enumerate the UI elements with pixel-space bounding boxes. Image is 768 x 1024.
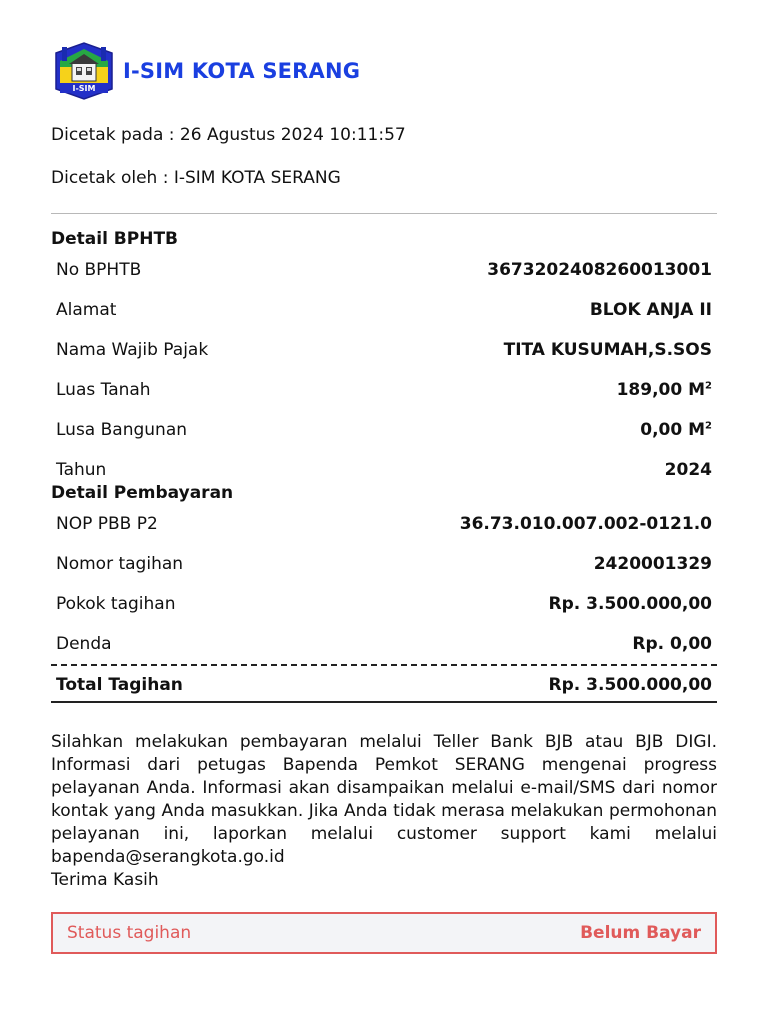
row-label: Denda: [56, 634, 112, 654]
row-value: Rp. 0,00: [632, 634, 712, 654]
total-underline: [51, 701, 717, 703]
row-label: Nomor tagihan: [56, 554, 184, 574]
row-no-bphtb: [51, 250, 717, 280]
printed-by: Dicetak oleh : I-SIM KOTA SERANG: [51, 168, 341, 188]
receipt-page: [51, 38, 717, 954]
status-label: Status tagihan: [67, 923, 192, 943]
row-label: No BPHTB: [56, 260, 142, 280]
row-luas-tanah: [51, 360, 717, 400]
value-text: 189,00 M: [616, 380, 706, 400]
row-value: 2024: [664, 460, 712, 480]
unit-superscript: 2: [705, 380, 712, 392]
payment-notice: [51, 731, 717, 892]
app-title: I-SIM KOTA SERANG: [123, 59, 361, 83]
row-value: [617, 380, 712, 400]
total-label: Total Tagihan: [56, 675, 183, 695]
row-label: Tahun: [56, 460, 107, 480]
section-title-bphtb: Detail BPHTB: [51, 229, 179, 249]
row-label: Pokok tagihan: [56, 594, 176, 614]
dashed-divider: [51, 664, 717, 666]
printed-at: Dicetak pada : 26 Agustus 2024 10:11:57: [51, 125, 406, 145]
header: [51, 38, 717, 104]
row-label: Nama Wajib Pajak: [56, 340, 209, 360]
row-value: Rp. 3.500.000,00: [548, 594, 712, 614]
row-label: Luas Tanah: [56, 380, 151, 400]
row-value: BLOK ANJA II: [589, 300, 712, 320]
total-row: [51, 674, 717, 696]
section-title-payment: Detail Pembayaran: [51, 483, 234, 503]
row-nop-pbb: [51, 504, 717, 534]
logo-text: I-SIM: [72, 84, 96, 93]
status-badge: Belum Bayar: [580, 923, 701, 943]
row-nomor-tagihan: [51, 534, 717, 574]
row-value: 2420001329: [593, 554, 712, 574]
row-nama-wajib-pajak: [51, 320, 717, 360]
notice-text: Silahkan melakukan pembayaran melalui Teller Bank BJB atau BJB DIGI. Informasi dari petugas Bapenda Pemkot SERANG mengenai progress pelayanan Anda. Informasi akan disampaikan melalui e-mail/SMS dari nomor kontak yang Anda masukkan. Jika Anda tidak merasa melakukan permohonan pelayanan ini, laporkan melalui customer support kami melalui bapenda@serangkota.go.id: [51, 732, 717, 867]
status-box: [51, 912, 717, 954]
bphtb-rows: [51, 250, 717, 480]
row-value: 36.73.010.007.002-0121.0: [459, 514, 712, 534]
total-value: Rp. 3.500.000,00: [548, 675, 712, 695]
row-alamat: [51, 280, 717, 320]
i-sim-logo: [52, 39, 116, 103]
row-value: [640, 420, 712, 440]
unit-superscript: 2: [705, 420, 712, 432]
payment-rows: [51, 504, 717, 654]
row-tahun: [51, 440, 717, 480]
divider: [51, 213, 717, 214]
row-value: TITA KUSUMAH,S.SOS: [503, 340, 712, 360]
row-label: Lusa Bangunan: [56, 420, 188, 440]
row-luas-bangunan: [51, 400, 717, 440]
row-pokok-tagihan: [51, 574, 717, 614]
row-denda: [51, 614, 717, 654]
row-label: Alamat: [56, 300, 117, 320]
notice-thanks: Terima Kasih: [51, 870, 159, 890]
row-label: NOP PBB P2: [56, 514, 158, 534]
value-text: 0,00 M: [640, 420, 706, 440]
row-value: 3673202408260013001: [487, 260, 712, 280]
